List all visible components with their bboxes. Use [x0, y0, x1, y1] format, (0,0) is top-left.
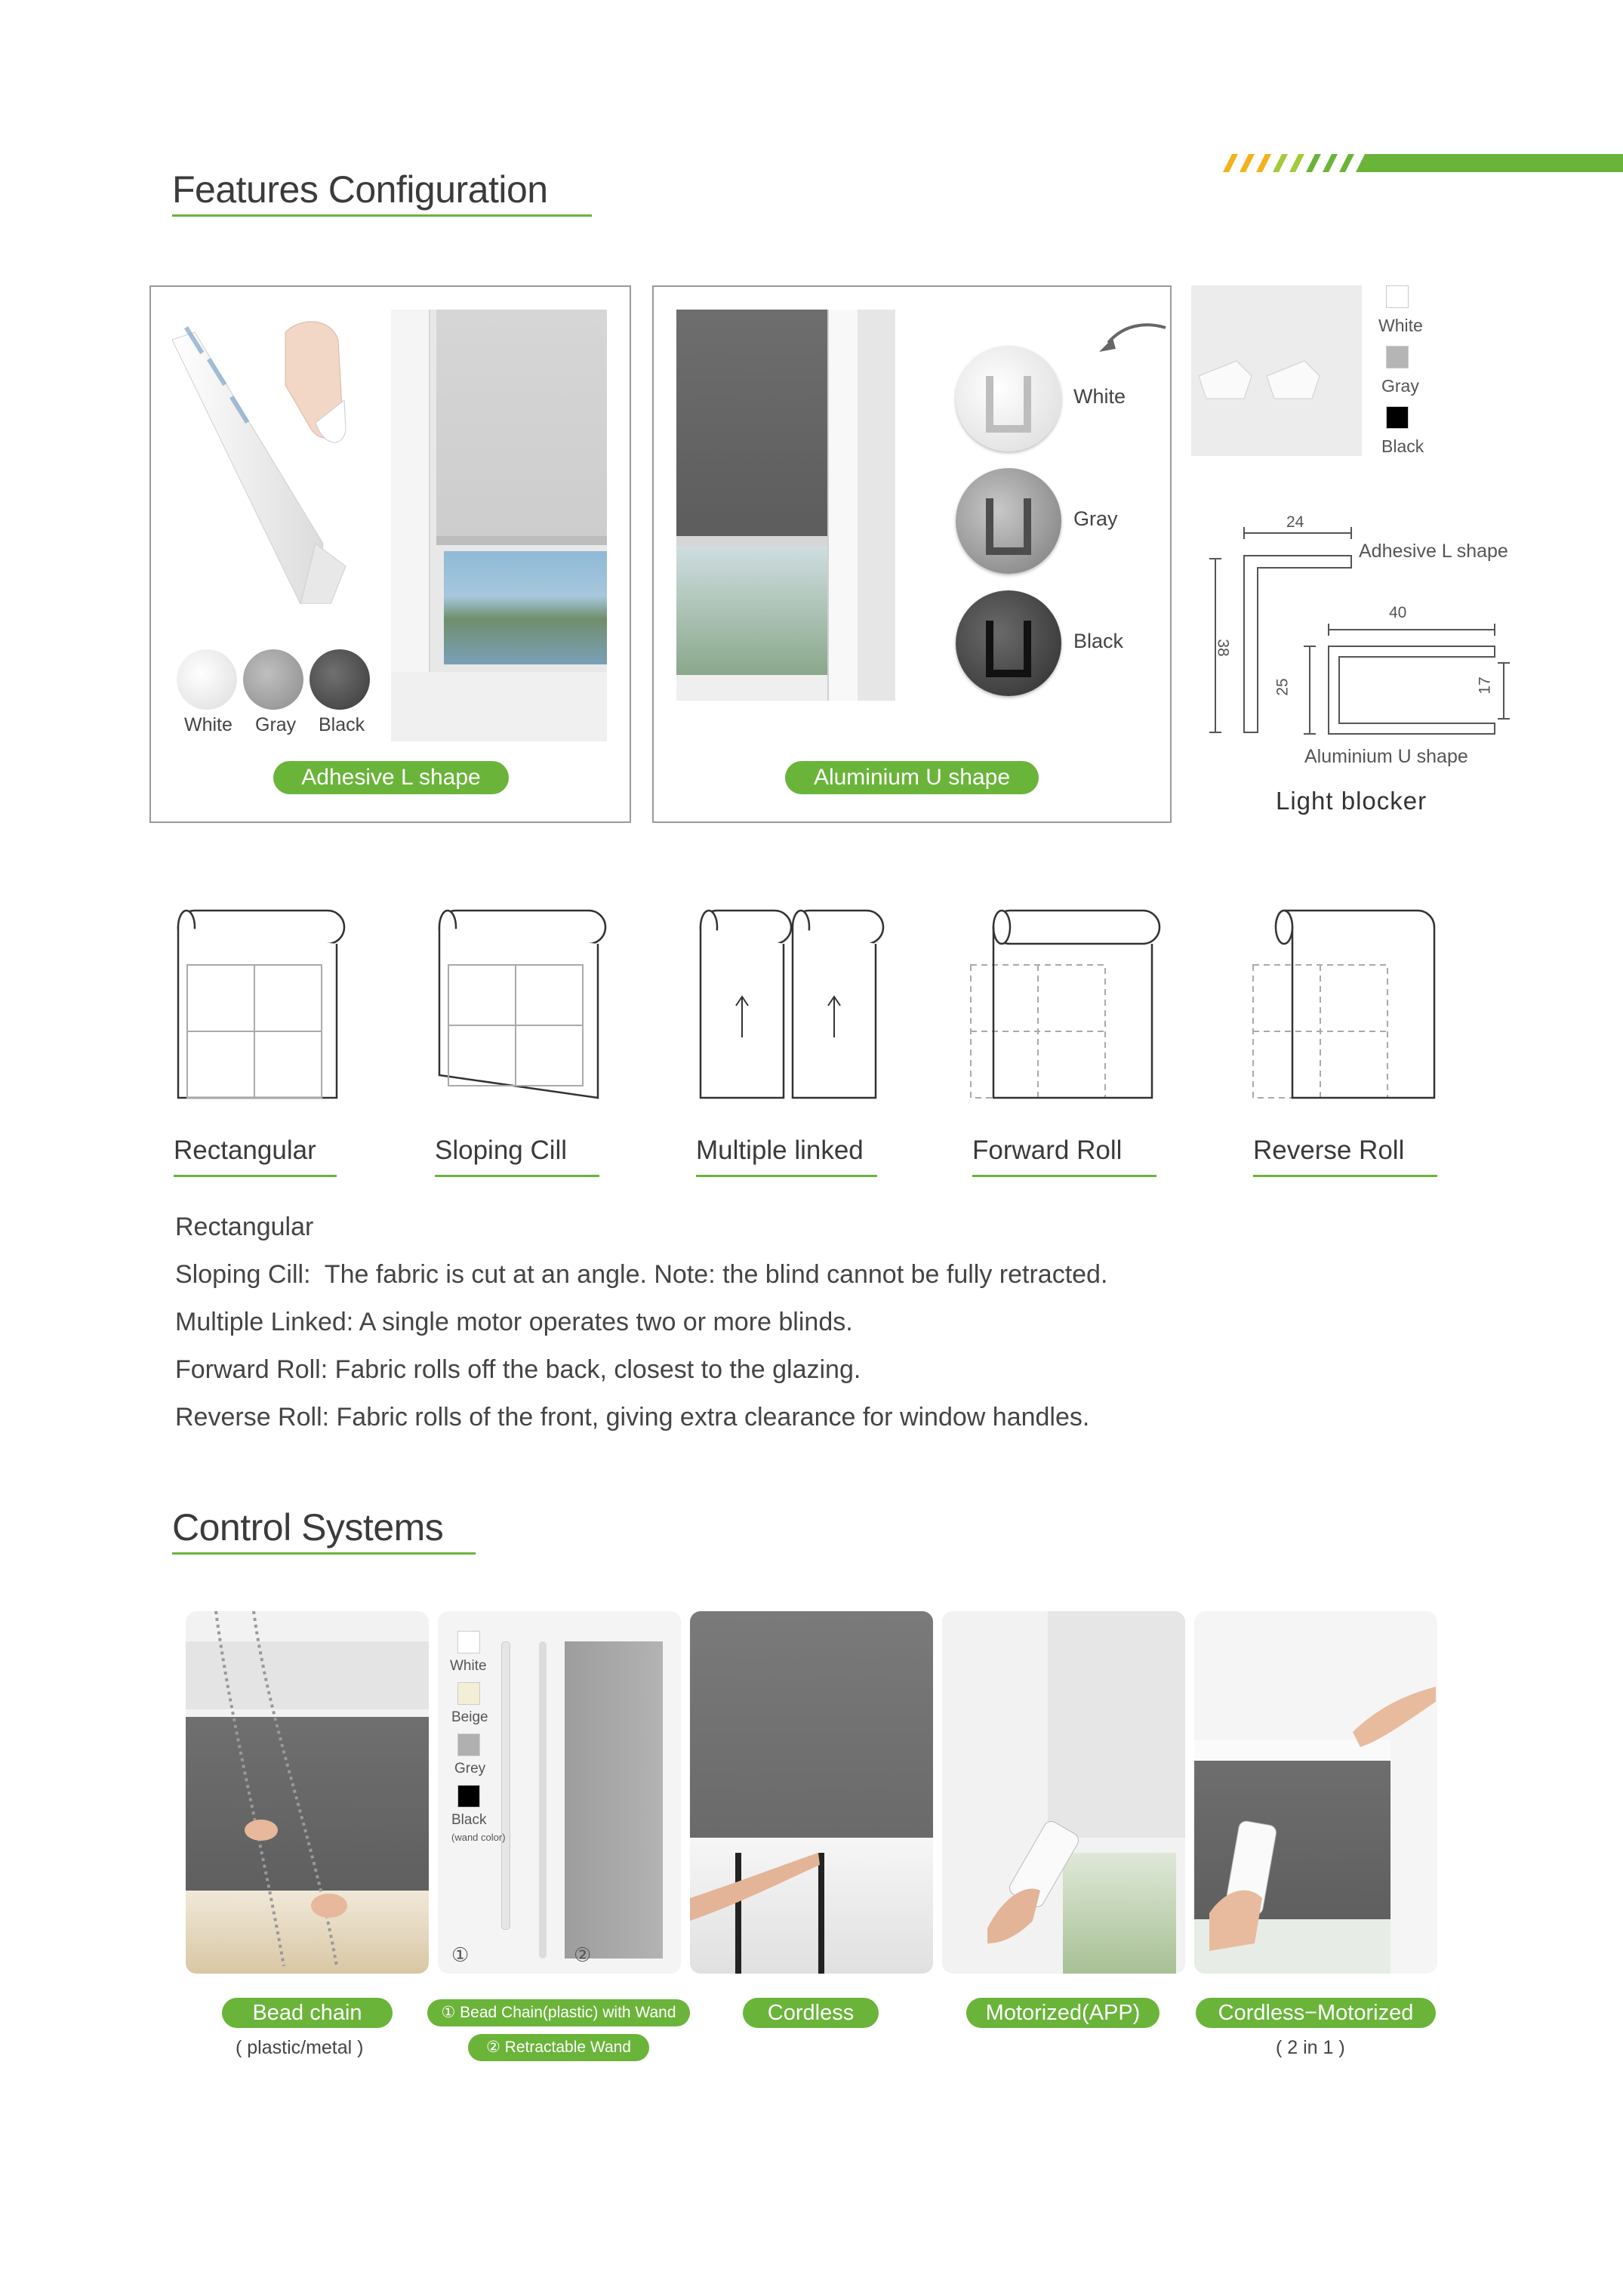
motorized-photo	[942, 1611, 1185, 1974]
aluminium-u-panel	[652, 285, 1172, 823]
cordless-photo	[690, 1611, 933, 1974]
description-multiple-linked: Multiple Linked: A single motor operates two or more blinds.	[175, 1308, 853, 1336]
shape-name-multiple-linked: Multiple linked	[696, 1136, 864, 1165]
clip-color-label-white: White	[1378, 316, 1423, 335]
clip-color-label-black: Black	[1381, 436, 1424, 456]
shape-name-rectangular: Rectangular	[174, 1136, 316, 1165]
control-title: Control Systems	[172, 1506, 444, 1549]
wand-marker-1: ①	[451, 1943, 470, 1966]
aluminium-u-shape-pill: Aluminium U shape	[785, 761, 1039, 794]
clip-swatch-black	[1386, 406, 1409, 429]
wand-color-note: (wand color)	[451, 1832, 506, 1843]
clip-color-label-gray: Gray	[1381, 376, 1419, 396]
dim-u-label: Aluminium U shape	[1304, 746, 1468, 767]
bead-chain-sub: ( plastic/metal )	[236, 2037, 364, 2058]
shape-diagram-reverse-roll	[1249, 909, 1452, 1105]
shape-underline-multiple-linked	[696, 1175, 877, 1177]
u-color-label-black: Black	[1073, 630, 1124, 652]
wand-color-label-grey: Grey	[454, 1761, 486, 1777]
description-forward-roll: Forward Roll: Fabric rolls off the back, closest to the glazing.	[175, 1355, 861, 1384]
cordless-motorized-photo	[1194, 1611, 1437, 1974]
shape-underline-forward-roll	[972, 1175, 1156, 1177]
wand-marker-2: ②	[574, 1943, 592, 1966]
swatch-black-round	[310, 649, 370, 710]
control-title-underline	[172, 1552, 476, 1555]
arrow-curve-icon	[1093, 322, 1169, 359]
wand-color-label-beige: Beige	[451, 1709, 488, 1725]
cordless-pill: Cordless	[743, 1998, 879, 2028]
description-sloping-cill: Sloping Cill: The fabric is cut at an angle. Note: the blind cannot be fully retracted.	[175, 1260, 1108, 1289]
u-color-label-white: White	[1073, 385, 1126, 408]
shape-name-sloping-cill: Sloping Cill	[435, 1136, 568, 1165]
motorized-app-pill: Motorized(APP)	[966, 1998, 1160, 2028]
dim-u-width: 40	[1389, 604, 1407, 621]
shape-diagram-sloping-cill	[432, 909, 613, 1105]
color-label-white: White	[184, 714, 233, 735]
description-reverse-roll: Reverse Roll: Fabric rolls of the front, giving extra clearance for window handles.	[175, 1403, 1090, 1432]
adhesive-l-panel	[149, 285, 631, 823]
dim-u-height: 25	[1273, 678, 1292, 696]
wand-swatch-black	[457, 1785, 480, 1808]
dim-l-width: 24	[1286, 513, 1304, 531]
shape-underline-reverse-roll	[1253, 1175, 1437, 1177]
dim-l-height: 38	[1214, 639, 1232, 657]
wand-pill: ① Bead Chain(plastic) with Wand	[427, 1999, 690, 2026]
features-title-underline	[172, 214, 592, 217]
shape-diagram-forward-roll	[966, 909, 1170, 1105]
end-clip-photo	[1191, 285, 1362, 456]
color-label-gray: Gray	[255, 714, 297, 735]
clip-swatch-white	[1386, 285, 1409, 308]
header-stripe-decoration	[1223, 154, 1623, 172]
wand-swatch-white	[457, 1631, 480, 1653]
bead-chain-photo	[186, 1611, 429, 1974]
adhesive-l-shape-pill: Adhesive L shape	[273, 761, 509, 794]
aluminium-window-photo	[676, 310, 895, 701]
shape-underline-rectangular	[174, 1175, 337, 1177]
bead-chain-pill: Bead chain	[222, 1998, 393, 2028]
u-profile-shape-icons	[956, 346, 1061, 696]
wand-swatch-beige	[457, 1682, 480, 1705]
wand-color-label-white: White	[450, 1658, 487, 1674]
u-color-label-gray: Gray	[1073, 507, 1118, 530]
light-blocker-caption: Light blocker	[1276, 787, 1427, 815]
adhesive-window-photo	[391, 310, 607, 741]
shape-underline-sloping-cill	[435, 1175, 599, 1177]
shape-name-reverse-roll: Reverse Roll	[1253, 1136, 1405, 1165]
color-label-black: Black	[319, 714, 365, 735]
swatch-white-round	[177, 649, 237, 710]
shape-diagram-multiple-linked	[693, 909, 889, 1105]
shape-diagram-rectangular	[171, 909, 352, 1105]
retractable-wand-pill: ② Retractable Wand	[468, 2034, 649, 2061]
dim-l-label: Adhesive L shape	[1359, 541, 1508, 562]
wand-color-label-black: Black	[451, 1812, 487, 1828]
shape-name-forward-roll: Forward Roll	[972, 1136, 1123, 1165]
cordless-motorized-sub: ( 2 in 1 )	[1276, 2037, 1345, 2058]
swatch-gray-round	[243, 649, 303, 710]
dim-u-depth: 17	[1476, 676, 1494, 695]
wand-swatch-grey	[457, 1734, 480, 1756]
description-rectangular: Rectangular	[175, 1213, 314, 1241]
adhesive-strip-illustration	[172, 317, 353, 604]
features-title: Features Configuration	[172, 168, 548, 211]
cordless-motorized-pill: Cordless−Motorized	[1196, 1998, 1436, 2028]
clip-swatch-gray	[1386, 346, 1409, 368]
